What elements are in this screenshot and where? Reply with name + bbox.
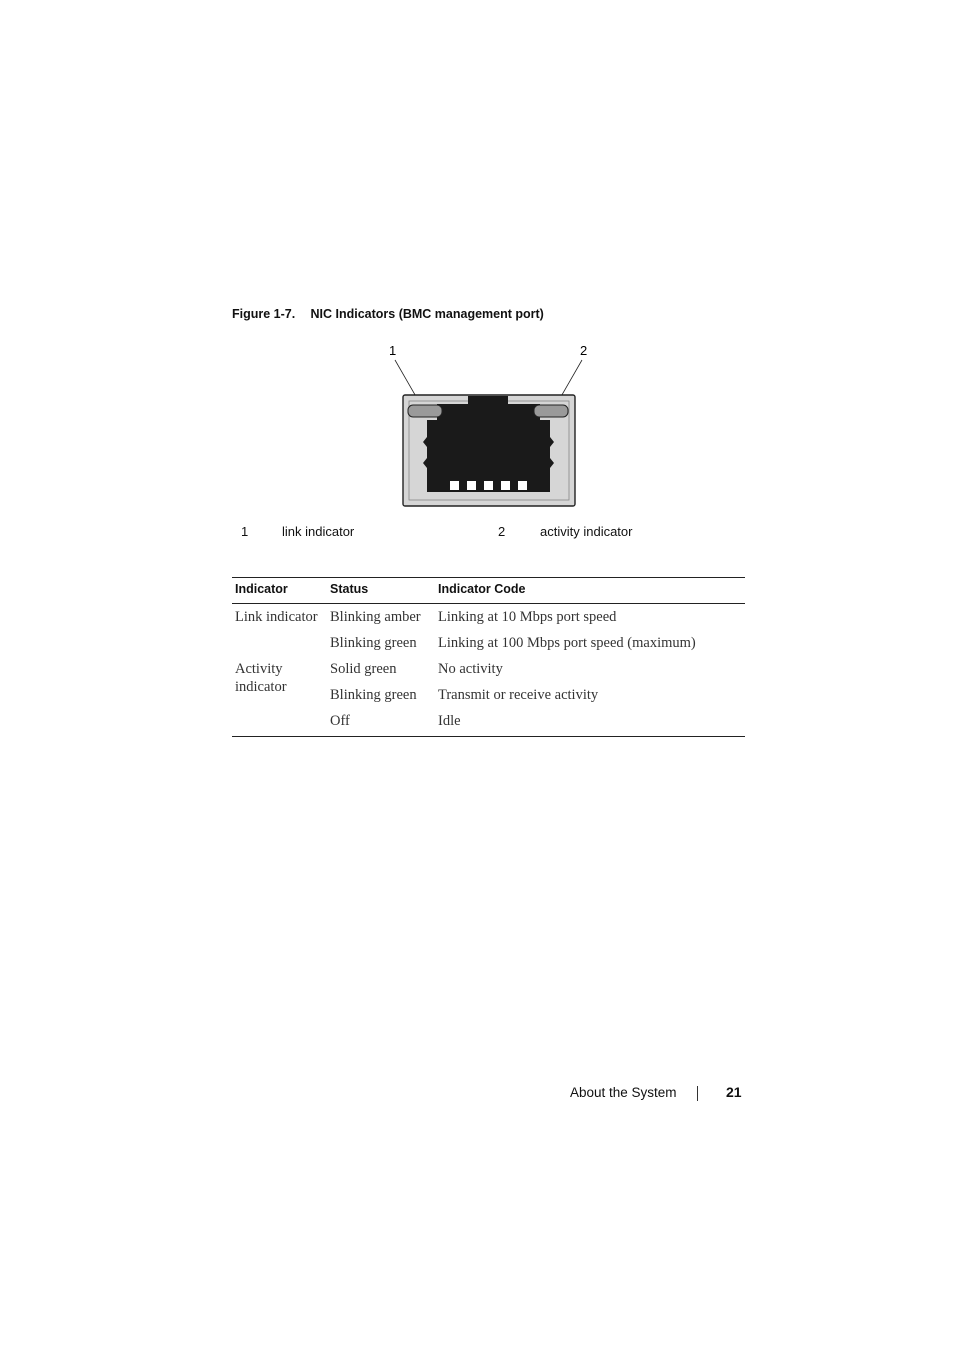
indicator-table (232, 577, 745, 737)
code-cell: Idle (438, 713, 461, 729)
code-cell: Transmit or receive activity (438, 687, 599, 703)
figure-title: NIC Indicators (BMC management port) (310, 307, 544, 321)
contact-pin (518, 481, 527, 490)
callout-2: 2 (580, 343, 588, 358)
code-cell: No activity (438, 661, 503, 677)
legend-label-1: link indicator (282, 524, 355, 539)
figure-number: Figure 1-7. (232, 307, 296, 321)
table-row (232, 658, 745, 684)
contact-pin (501, 481, 510, 490)
status-cell: Solid green (330, 661, 397, 677)
status-cell: Blinking green (330, 635, 417, 651)
footer-divider (697, 1086, 698, 1101)
contact-pin (450, 481, 459, 490)
code-cell: Linking at 100 Mbps port speed (maximum) (438, 635, 696, 651)
status-cell: Blinking amber (330, 609, 421, 625)
rj45-socket (427, 396, 550, 492)
status-cell: Off (330, 713, 350, 729)
legend-num-1: 1 (241, 524, 249, 539)
table-row (232, 632, 745, 658)
contact-pin (484, 481, 493, 490)
nic-port-diagram (370, 340, 600, 515)
table-row (232, 604, 745, 633)
link-indicator-led (408, 405, 442, 417)
legend-num-2: 2 (498, 524, 506, 539)
legend-label-2: activity indicator (540, 524, 633, 539)
column-header: Indicator (232, 578, 327, 604)
code-cell: Linking at 10 Mbps port speed (438, 609, 617, 625)
column-header: Status (327, 578, 435, 604)
table-header-row (232, 578, 745, 604)
indicator-cell: Activity indicator (235, 661, 287, 695)
contact-pin (467, 481, 476, 490)
activity-indicator-led (534, 405, 568, 417)
page-number: 21 (726, 1084, 742, 1100)
status-cell: Blinking green (330, 687, 417, 703)
footer-section-title: About the System (570, 1085, 677, 1100)
column-header: Indicator Code (435, 578, 745, 604)
indicator-cell (232, 632, 327, 658)
callout-1: 1 (389, 343, 397, 358)
indicator-cell: Link indicator (235, 609, 318, 625)
figure-caption (232, 307, 544, 321)
